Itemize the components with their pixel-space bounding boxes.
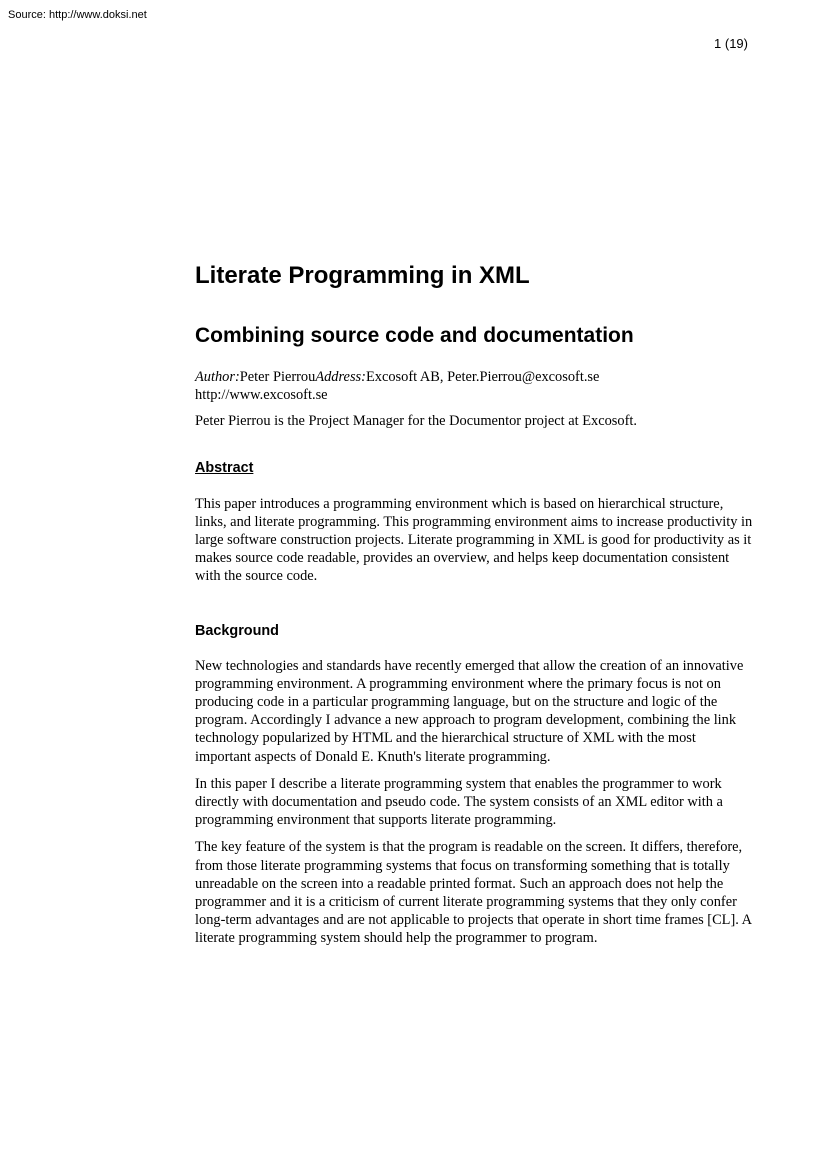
author-block xyxy=(195,368,755,404)
background-paragraph-2: In this paper I describe a literate programming system that enables the programmer to work directly with documentation and pseudo code. The system consists of an XML editor with a programming environment that supports literate programming. xyxy=(195,775,723,829)
source-note: Source: http://www.doksi.net xyxy=(8,9,147,21)
background-paragraph-3: The key feature of the system is that the program is readable on the screen. It differs, therefore, from those literate programming systems that focus on transforming something that is totally unreadable on the screen into a readable printed format. Such an approach does not help the programmer and it is a criticism of current literate programming systems that they only confer long-term advantages and are not applicable to projects that operate in short time frames [CL]. A literate programming system should help the programmer to program. xyxy=(195,839,752,947)
abstract-heading: Abstract xyxy=(195,459,254,476)
paper-subtitle: Combining source code and documentation xyxy=(195,324,634,347)
paper-body xyxy=(195,258,755,948)
paper-title: Literate Programming in XML xyxy=(195,262,530,289)
abstract-text: This paper introduces a programming environment which is based on hierarchical structure, links, and literate programming. This programming environment aims to increase productivity in large software construction projects. Literate programming in XML is good for productivity as it makes source code readable, provides an overview, and helps keep documentation consistent with the source code. xyxy=(195,495,753,585)
author-name: Peter Pierrou xyxy=(239,369,316,385)
author-bio: Peter Pierrou is the Project Manager for the Documentor project at Excosoft. xyxy=(195,413,637,430)
background-heading: Background xyxy=(195,622,279,639)
author-url: http://www.excosoft.se xyxy=(195,387,328,404)
background-paragraph-1: New technologies and standards have recently emerged that allow the creation of an innovative programming environment. A programming environment where the primary focus is not on producing code in a particular programming language, but on the structure and logic of the program. Accordingly I advance a new approach to program development, combining the link technology popularized by HTML and the hierarchical structure of XML with the most important aspects of Donald E. Knuth's literate programming. xyxy=(195,657,744,765)
author-address: Excosoft AB, Peter.Pierrou@excosoft.se xyxy=(365,369,600,385)
page-number: 1 (19) xyxy=(714,36,748,51)
address-label: Address: xyxy=(315,369,366,385)
author-label: Author: xyxy=(195,369,240,385)
